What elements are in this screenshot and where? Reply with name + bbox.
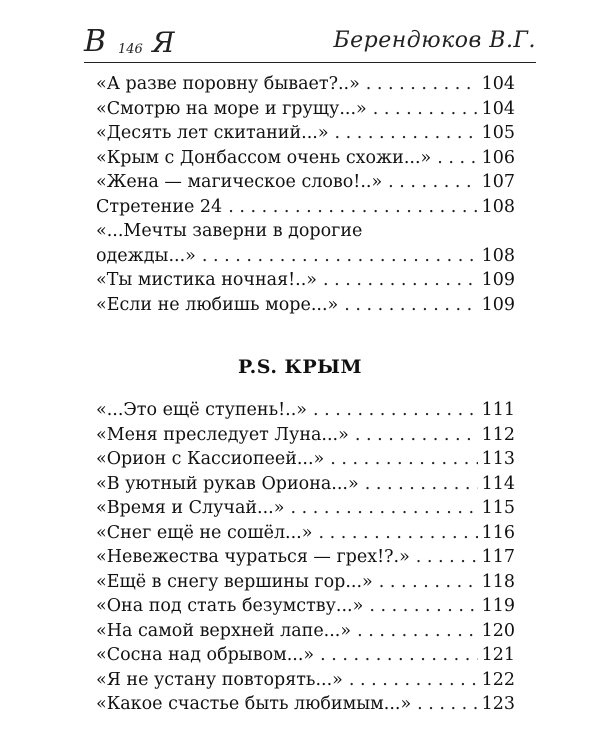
toc-entry-title: «Какое счастье быть любимым...» — [96, 694, 412, 714]
toc-entry-title: «Жена — магическое слово!..» — [96, 172, 383, 192]
toc-entry — [96, 97, 515, 122]
toc-entry-title: «Время и Случай...» — [96, 498, 285, 518]
toc-entry-page: 117 — [481, 547, 515, 567]
dot-leader — [373, 97, 478, 122]
dot-leader — [228, 195, 477, 220]
dot-leader — [365, 472, 478, 497]
toc-entry — [96, 72, 515, 97]
toc-entry-title: «А разве поровну бывает?..» — [96, 74, 360, 94]
toc-entry — [96, 293, 515, 318]
dot-leader — [437, 146, 477, 171]
toc-entry-page: 111 — [481, 400, 515, 420]
toc-entry-title: «Ты мистика ночная!..» — [96, 270, 317, 290]
toc-entry-title: «На самой верхней лапе...» — [96, 620, 352, 641]
dot-leader — [318, 521, 477, 546]
dot-leader — [369, 594, 477, 619]
header-ornament-letter: Я — [152, 26, 175, 59]
toc-entry-title: «В уютный рукав Ориона...» — [96, 473, 359, 494]
toc-entry-page: 108 — [481, 245, 515, 266]
toc-entry-page: 114 — [481, 473, 515, 494]
toc-entry-title-first-line: «...Мечты заверни в дорогие — [96, 221, 363, 241]
toc-entry-page: 109 — [481, 294, 515, 315]
dot-leader — [202, 244, 478, 269]
section-heading: P.S. КРЫМ — [238, 356, 362, 378]
dot-leader — [313, 398, 478, 423]
toc-entry-title: «Орион с Кассиопеей...» — [96, 449, 325, 469]
header-rule — [84, 62, 536, 63]
toc-entry — [96, 619, 515, 644]
toc-entry — [96, 521, 515, 546]
toc-entry — [96, 643, 515, 668]
toc-entry — [96, 195, 515, 220]
toc-entry — [96, 570, 515, 595]
running-header — [84, 22, 536, 68]
toc-entry — [96, 398, 515, 423]
dot-leader — [330, 447, 477, 472]
toc-entry — [96, 146, 515, 171]
dot-leader — [320, 643, 477, 668]
toc-entry-page: 105 — [481, 123, 515, 143]
dot-leader — [344, 293, 477, 318]
toc-entry — [96, 447, 515, 472]
dot-leader — [417, 692, 477, 717]
author-name: Берендюков В.Г. — [333, 28, 536, 53]
toc-entry — [96, 170, 515, 195]
dot-leader — [416, 545, 478, 570]
header-ornament-letter: В — [84, 24, 107, 59]
toc-entry-page: 109 — [481, 270, 515, 290]
toc-entry — [96, 244, 515, 269]
toc-entry-page: 106 — [481, 147, 515, 168]
toc-entry-page: 119 — [481, 596, 515, 616]
toc-entry-title: «Снег ещё не сошёл...» — [96, 522, 313, 543]
toc-entry — [96, 423, 515, 448]
toc-entry-title: «Десять лет скитаний...» — [96, 123, 329, 143]
toc-entry-title: «Крым с Донбассом очень схожи...» — [96, 147, 432, 168]
toc-entry-title: «Если не любишь море...» — [96, 294, 339, 315]
toc-entry-page: 122 — [481, 669, 515, 690]
toc-entry — [96, 268, 515, 293]
toc-section-2 — [96, 398, 515, 717]
toc-entry — [96, 472, 515, 497]
toc-entry-page: 115 — [481, 498, 515, 518]
toc-entry-title: «...Это ещё ступень!..» — [96, 400, 307, 420]
dot-leader — [290, 496, 477, 521]
toc-entry-page: 107 — [481, 172, 515, 192]
toc-entry-page: 108 — [481, 196, 515, 217]
toc-entry-title: «Она под стать безумству...» — [96, 596, 364, 616]
toc-section-1 — [96, 72, 515, 317]
toc-entry-title: Стретение 24 — [96, 196, 223, 217]
dot-leader — [379, 570, 478, 595]
toc-entry — [96, 594, 515, 619]
toc-entry-page: 116 — [481, 522, 515, 543]
toc-entry-page: 112 — [481, 424, 515, 445]
dot-leader — [335, 121, 478, 146]
toc-entry — [96, 668, 515, 693]
toc-entry-page: 118 — [481, 571, 515, 592]
toc-entry-title: одежды...» — [96, 245, 196, 266]
toc-entry — [96, 692, 515, 717]
toc-entry-title: «Я не устану повторять...» — [96, 669, 343, 690]
toc-entry-page: 121 — [481, 645, 515, 665]
toc-entry-title: «Ещё в снегу вершины гор...» — [96, 571, 373, 592]
dot-leader — [388, 170, 477, 195]
toc-entry — [96, 121, 515, 146]
dot-leader — [357, 619, 478, 644]
dot-leader — [323, 268, 478, 293]
dot-leader — [355, 423, 478, 448]
toc-entry-page: 104 — [481, 98, 515, 119]
page-number: 146 — [118, 42, 143, 57]
toc-entry-title: «Невежества чураться — грех!?.» — [96, 547, 410, 567]
dot-leader — [366, 72, 478, 97]
toc-entry-title: «Меня преследует Луна...» — [96, 424, 349, 445]
toc-entry-page: 104 — [481, 74, 515, 94]
toc-entry-title: «Смотрю на море и грущу...» — [96, 98, 367, 119]
toc-entry — [96, 545, 515, 570]
toc-entry-page: 120 — [481, 620, 515, 641]
dot-leader — [349, 668, 478, 693]
toc-entry-page: 123 — [481, 694, 515, 714]
toc-entry-page: 113 — [481, 449, 515, 469]
toc-entry — [96, 496, 515, 521]
toc-entry-title: «Сосна над обрывом...» — [96, 645, 315, 665]
